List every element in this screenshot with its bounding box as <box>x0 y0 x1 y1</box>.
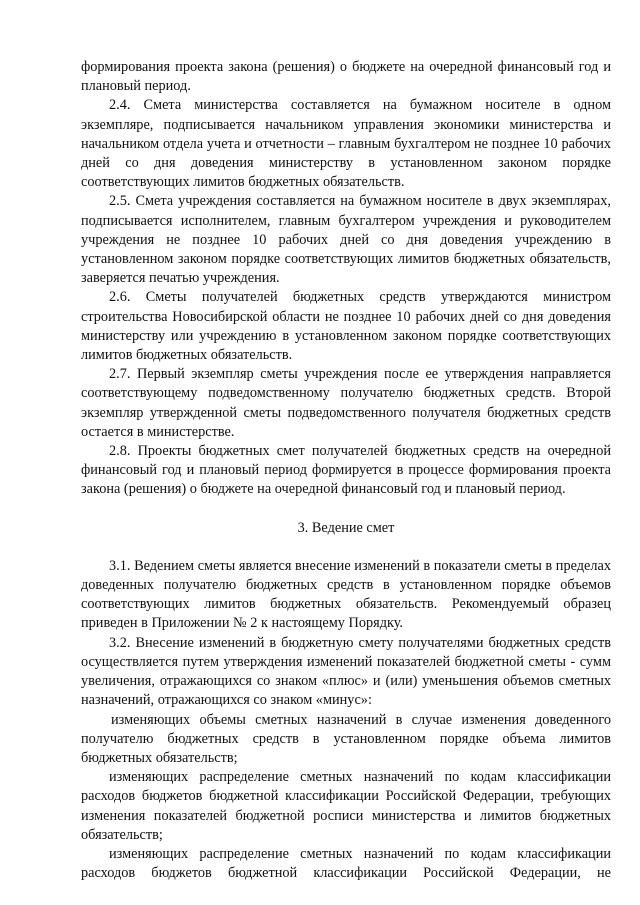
list-item-distribution-change-without-limits: изменяющих распределение сметных назначений по кодам классификации расходов бюджетов бюджетной классификации Российской Федерации, не <box>81 845 611 882</box>
paragraph-2-5: 2.5. Смета учреждения составляется на бумажном носителе в двух экземплярах, подписывается исполнителем, главным бухгалтером учреждения и руководителем учреждения не позднее 10 рабочих дней со дня доведения учреждению в установленном законом порядке соответствующих лимитов бюджетных обязательств, заверяется печатью учреждения. <box>81 193 611 287</box>
paragraph-3-1: 3.1. Ведением сметы является внесение изменений в показатели сметы в пределах доведенных получателю бюджетных средств в установленном порядке объемов соответствующих лимитов бюджетных обязательств. Рекомендуемый образец приведен в Приложении № 2 к настоящему Порядку. <box>81 557 611 632</box>
paragraph-intro-continuation: формирования проекта закона (решения) о бюджете на очередной финансовый год и плановый период. <box>81 59 611 95</box>
paragraph-2-4: 2.4. Смета министерства составляется на бумажном носителе в одном экземпляре, подписывается начальником управления экономики министерства и начальником отдела учета и отчетности – главным бухгалтером не позднее 10 рабочих дней со дня доведения министерству в установленном законом порядке соответствующих лимитов бюджетных обязательств. <box>81 97 611 191</box>
paragraph-2-8: 2.8. Проекты бюджетных смет получателей бюджетных средств на очередной финансовый год и плановый период формируется в процессе формирования проекта закона (решения) о бюджете на очередной финансовый год и плановый период. <box>81 443 611 498</box>
list-item-distribution-change-with-limits: изменяющих распределение сметных назначений по кодам классификации расходов бюджетов бюджетной классификации Российской Федерации, требующих изменения показателей бюджетной росписи министерства и лимитов бюджетных обязательств; <box>81 769 611 843</box>
paragraph-2-7: 2.7. Первый экземпляр сметы учреждения после ее утверждения направляется соответствующему подведомственному получателю бюджетных средств. Второй экземпляр утвержденной сметы подведомственного получателя бюджетных средств остается в министерстве. <box>81 366 611 440</box>
document-page <box>81 58 611 883</box>
paragraph-3-2: 3.2. Внесение изменений в бюджетную смету получателями бюджетных средств осуществляется путем утверждения изменений показателей бюджетной сметы - сумм увеличения, отражающихся со знаком «плюс» и (или) уменьшения объемов сметных назначений, отражающихся со знаком «минус»: <box>81 634 611 709</box>
list-item-volume-change: изменяющих объемы сметных назначений в случае изменения доведенного получателю бюджетных средств в установленном порядке объема лимитов бюджетных обязательств; <box>81 711 611 766</box>
section-3-heading: 3. Ведение смет <box>297 519 395 536</box>
spacer <box>81 500 611 519</box>
paragraph-2-6: 2.6. Сметы получателей бюджетных средств утверждаются министром строительства Новосибирской области не позднее 10 рабочих дней со дня доведения министерству или учреждению в установленном законом порядке соответствующих лимитов бюджетных обязательств. <box>81 289 611 364</box>
spacer <box>81 538 611 557</box>
